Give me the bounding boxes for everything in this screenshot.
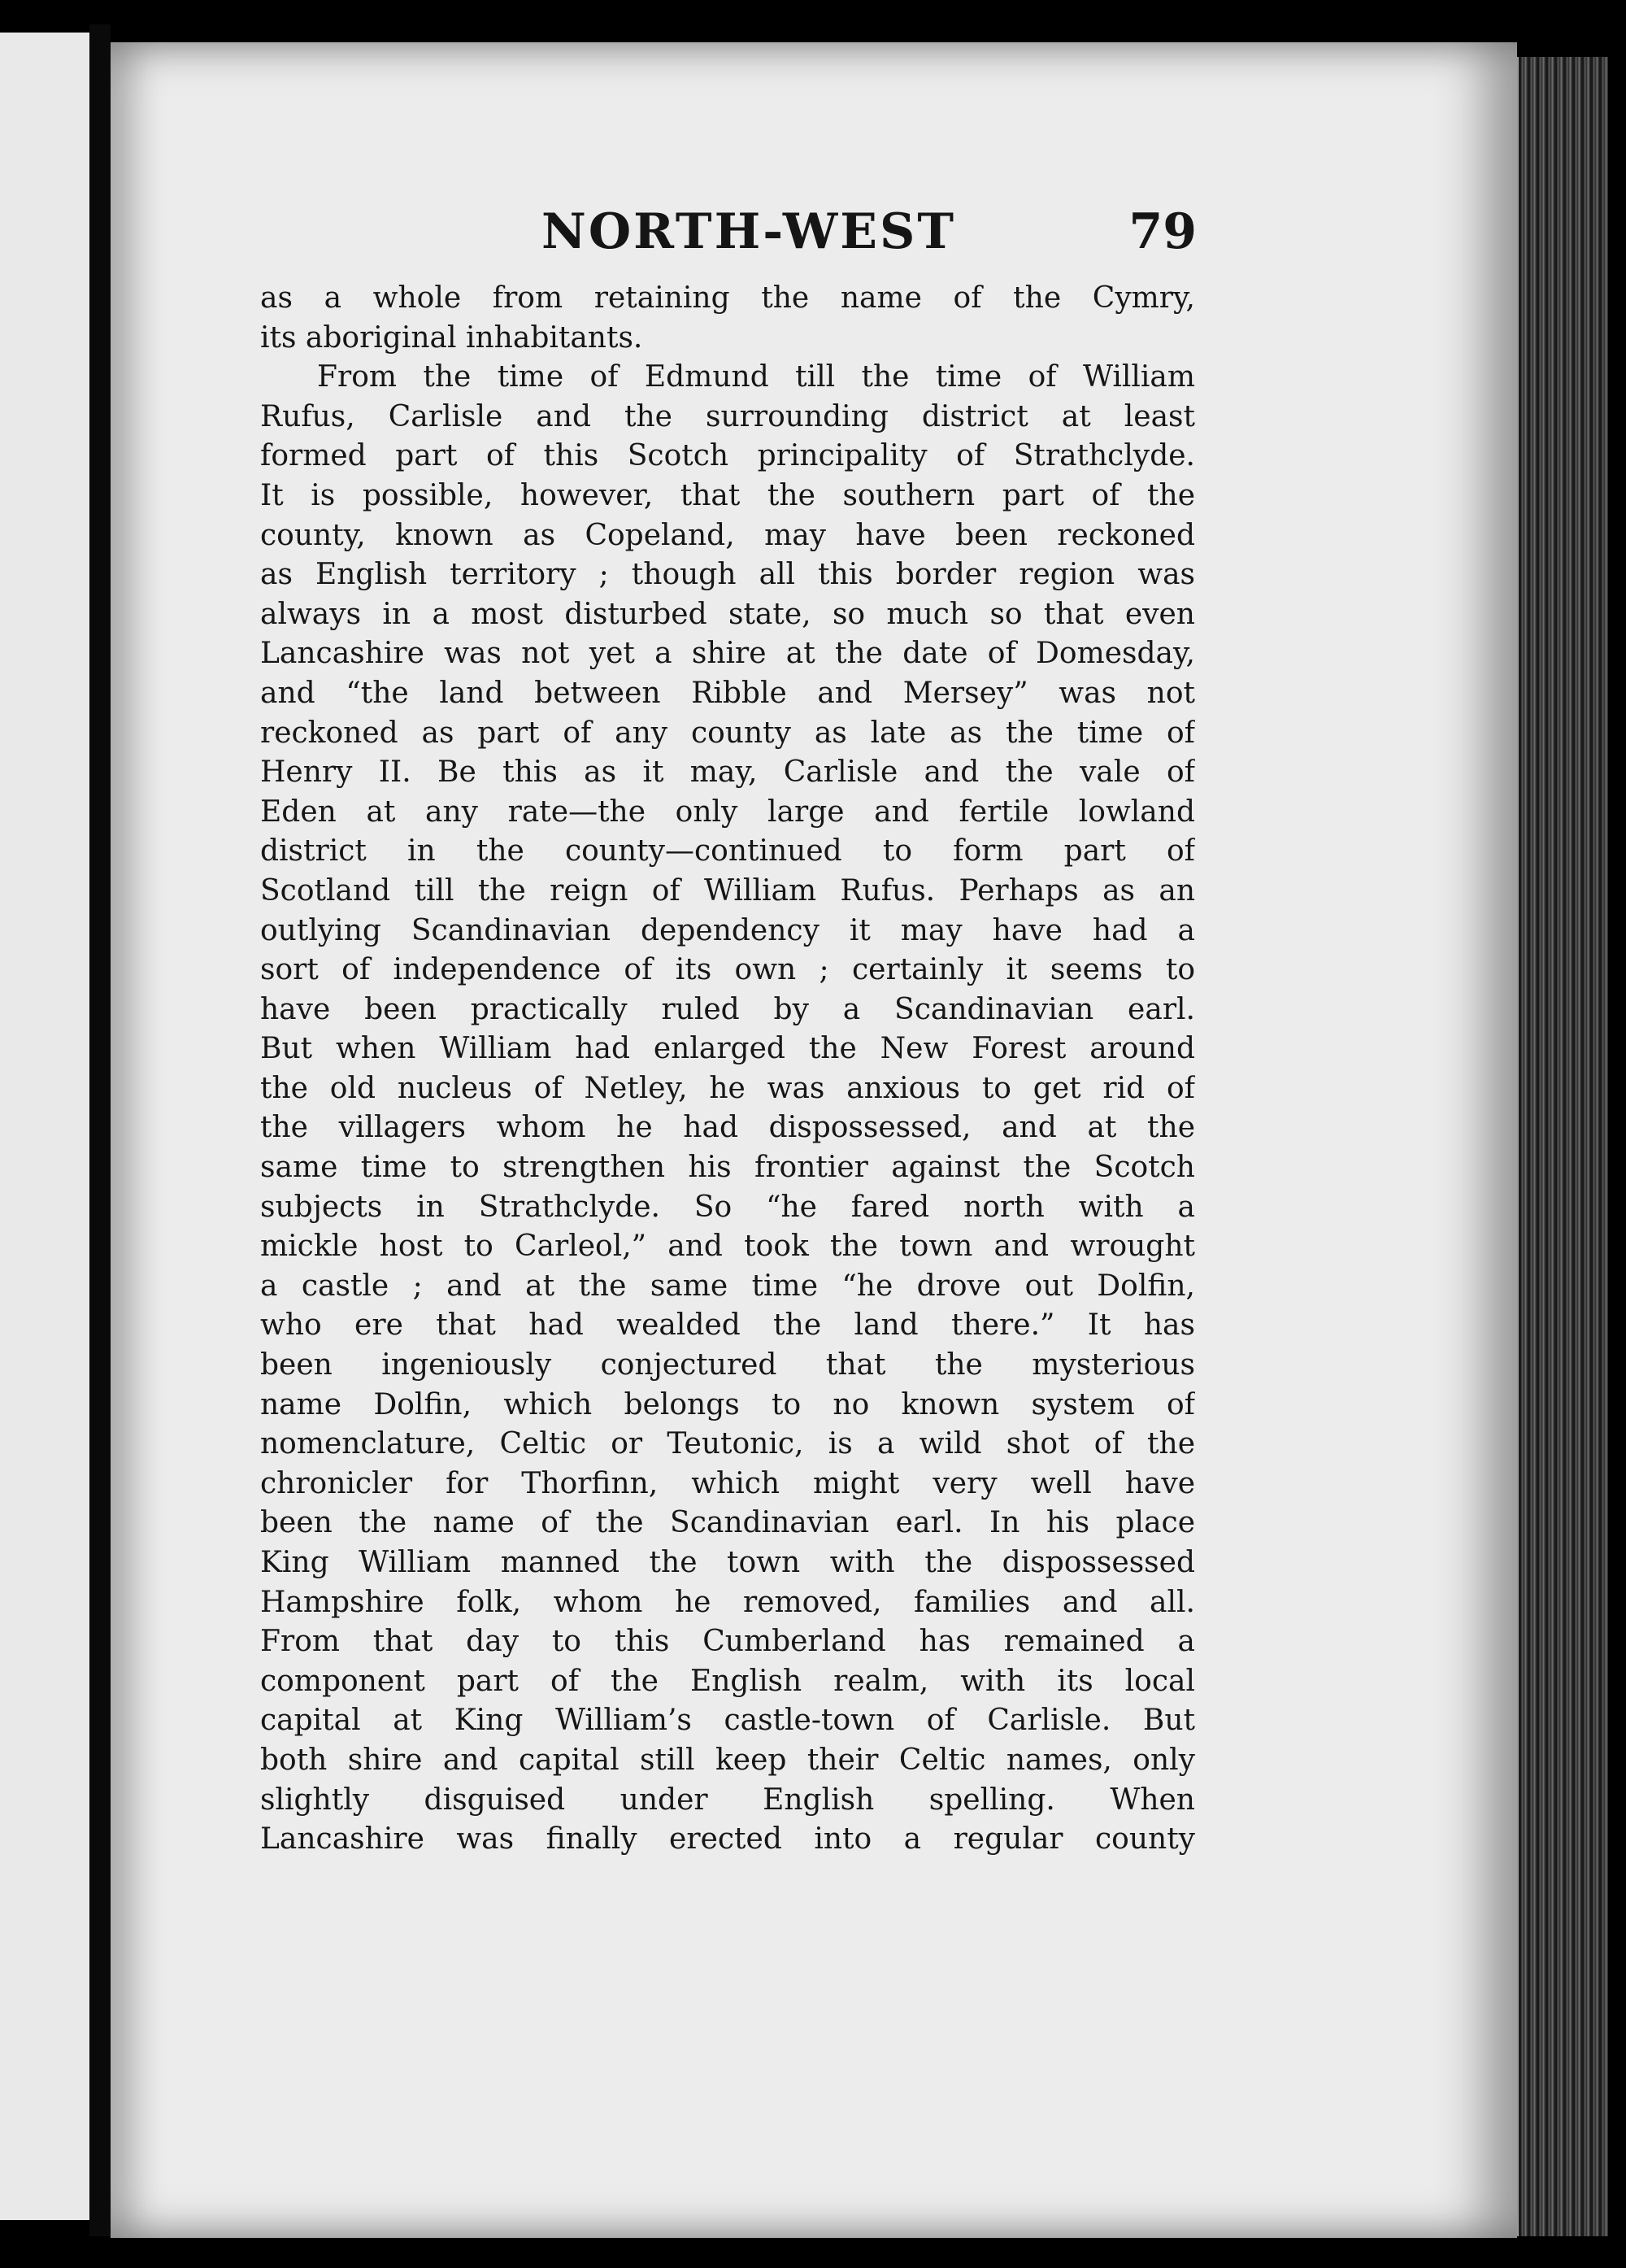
text-line: But when William had enlarged the New Forest around <box>260 1032 1195 1066</box>
running-head-title: NORTH-WEST <box>541 203 956 260</box>
book-gutter <box>89 24 111 2236</box>
text-line: Lancashire was finally erected into a regular county <box>260 1822 1195 1857</box>
text-line: chronicler for Thorfinn, which might very well have <box>260 1466 1195 1500</box>
text-line: Eden at any rate—the only large and fertile lowland <box>260 794 1195 829</box>
page-fore-edge <box>1517 57 1608 2236</box>
text-line: Scotland till the reign of William Rufus. Perhaps as an <box>260 873 1195 908</box>
text-line: capital at King William’s castle-town of Carlisle. But <box>260 1704 1195 1738</box>
running-head <box>265 199 1197 264</box>
text-line: sort of independence of its own ; certainly it seems to <box>260 953 1195 987</box>
text-line: have been practically ruled by a Scandinavian earl. <box>260 992 1195 1026</box>
text-line: the villagers whom he had dispossessed, and at the <box>260 1111 1195 1145</box>
text-line: who ere that had wealded the land there.” It has <box>260 1308 1195 1343</box>
text-line: outlying Scandinavian dependency it may have had a <box>260 913 1195 947</box>
text-line: component part of the English realm, with its local <box>260 1664 1195 1698</box>
text-line: county, known as Copeland, may have been reckoned <box>260 518 1195 552</box>
text-line: its aboriginal inhabitants. <box>260 320 643 355</box>
text-line: district in the county—continued to form part of <box>260 834 1195 868</box>
text-line: as English territory ; though all this border region was <box>260 558 1195 592</box>
text-line: name Dolfin, which belongs to no known system of <box>260 1387 1195 1421</box>
text-line: It is possible, however, that the southern part of the <box>260 478 1195 512</box>
text-line: mickle host to Carleol,” and took the town and wrought <box>260 1230 1195 1264</box>
text-line: From the time of Edmund till the time of William <box>317 360 1195 394</box>
text-line: same time to strengthen his frontier against the Scotch <box>260 1151 1195 1185</box>
text-line: been ingeniously conjectured that the mysterious <box>260 1348 1195 1382</box>
text-line: been the name of the Scandinavian earl. In his place <box>260 1506 1195 1540</box>
text-line: slightly disguised under English spelling. When <box>260 1783 1195 1817</box>
text-line: Hampshire folk, whom he removed, families and all. <box>260 1585 1195 1619</box>
text-line: reckoned as part of any county as late as the time of <box>260 716 1195 750</box>
text-line: Lancashire was not yet a shire at the date of Domesday, <box>260 637 1195 671</box>
text-line: formed part of this Scotch principality of Strathclyde. <box>260 439 1195 473</box>
text-line: always in a most disturbed state, so much so that even <box>260 597 1195 631</box>
text-line: King William manned the town with the dispossessed <box>260 1546 1195 1579</box>
page-number: 79 <box>1128 203 1197 260</box>
text-line: From that day to this Cumberland has remained a <box>260 1625 1195 1659</box>
text-line: the old nucleus of Netley, he was anxious to get rid of <box>260 1071 1195 1105</box>
previous-page-edge <box>0 33 92 2220</box>
text-line: as a whole from retaining the name of the Cymry, <box>260 281 1195 315</box>
text-line: subjects in Strathclyde. So “he fared north with a <box>260 1190 1195 1224</box>
text-line: nomenclature, Celtic or Teutonic, is a wild shot of the <box>260 1427 1195 1461</box>
text-line: Henry II. Be this as it may, Carlisle and the vale of <box>260 755 1195 790</box>
body-text <box>260 279 1195 1860</box>
text-line: a castle ; and at the same time “he drove out Dolfin, <box>260 1269 1195 1303</box>
text-line: and “the land between Ribble and Mersey” was not <box>260 676 1195 710</box>
text-line: both shire and capital still keep their Celtic names, only <box>260 1743 1195 1777</box>
text-line: Rufus, Carlisle and the surrounding district at least <box>260 399 1195 433</box>
